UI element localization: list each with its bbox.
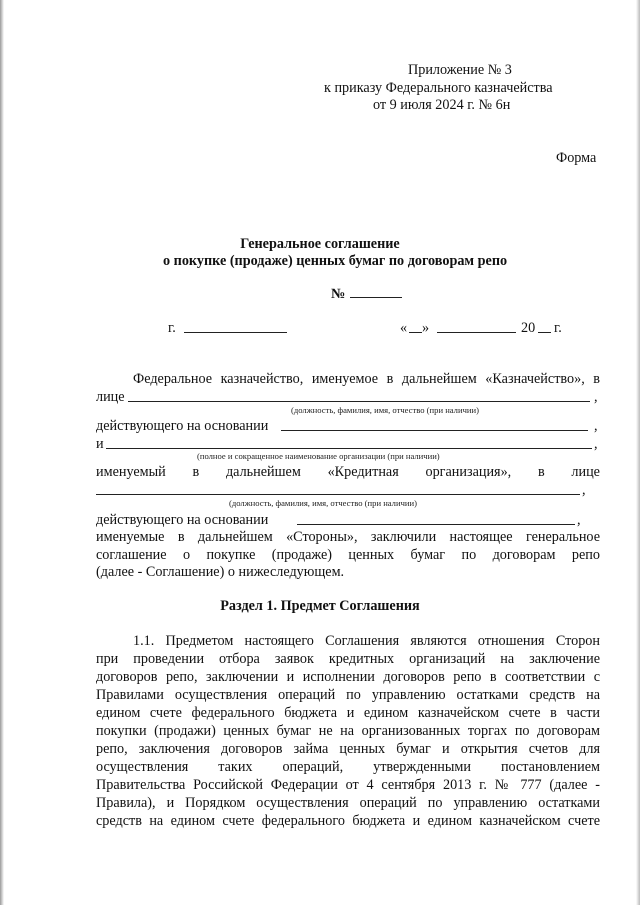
parties-line-subject: соглашение о покупке (продаже) ценных бумаг по договорам репо [96, 547, 600, 563]
credit-org-basis-label: действующего на основании [96, 512, 269, 528]
treasury-basis-blank [281, 430, 588, 431]
city-blank [184, 332, 287, 333]
credit-org-basis-blank [297, 524, 575, 525]
scan-edge-right [636, 0, 640, 905]
credit-org-basis-comma: , [577, 512, 581, 528]
day-blank [409, 332, 422, 333]
word-organizaciya: организация», [425, 464, 512, 480]
year-prefix: 20 [521, 320, 536, 336]
section-1-heading: Раздел 1. Предмет Соглашения [220, 598, 420, 614]
section-1-line: при проведении отбора заявок кредитных организаций на заключение [96, 651, 600, 667]
and-label: и [96, 436, 104, 452]
word-v: в [192, 464, 200, 480]
treasury-basis-comma: , [594, 418, 598, 434]
appendix-number: Приложение № 3 [408, 62, 512, 78]
credit-org-person-comma: , [582, 482, 586, 498]
credit-org-named-line [96, 463, 600, 481]
word-dalneishem: дальнейшем [225, 464, 301, 480]
treasury-person-label: лице [96, 389, 125, 405]
section-1-line: репо, заключения договоров займа ценных бумаг и открытия счетов для [96, 741, 600, 757]
section-1-line: 1.1. Предметом настоящего Соглашения являются отношения Сторон [133, 633, 600, 649]
section-1-line: договоров репо, заключении и исполнении договоров репо в соответствии с [96, 669, 600, 685]
caption-credit-org-name: (полное и сокращенное наименование организации (при наличии) [197, 451, 440, 461]
section-1-line: покупки (продажи) ценных бумаг не на организованных торгах по договорам [96, 723, 600, 739]
section-1-line: осуществления таких операций, утвержденными постановлением [96, 759, 600, 775]
word-lice: лице [571, 464, 600, 480]
year-suffix: г. [554, 320, 562, 336]
parties-line-sides: именуемые в дальнейшем «Стороны», заключили настоящее генеральное [96, 529, 600, 545]
section-1-line: Правилами осуществления операций по управлению остатками средств на [96, 687, 600, 703]
word-v-2: в [537, 464, 545, 480]
caption-treasury-position: (должность, фамилия, имя, отчество (при наличии) [291, 405, 479, 415]
agreement-number-blank [350, 297, 402, 298]
document-title: Генеральное соглашение [240, 236, 400, 252]
credit-org-name-blank [106, 448, 592, 449]
section-1-line: Правительства Российской Федерации от 4 сентября 2013 г. № 777 (далее - [96, 777, 600, 793]
treasury-person-comma: , [594, 389, 598, 405]
section-1-line: средств на едином счете федерального бюджета и едином казначейском счете [96, 813, 600, 829]
word-kreditnaya: «Кредитная [327, 464, 399, 480]
treasury-person-row [96, 388, 600, 406]
treasury-basis-row [96, 417, 600, 435]
form-label: Форма [556, 150, 597, 166]
date-quote-close: » [422, 320, 430, 336]
credit-org-person-blank [96, 494, 580, 495]
parties-line-further: (далее - Соглашение) о нижеследующем. [96, 564, 345, 580]
section-1-line: едином счете федерального бюджета и едином казначейском счете в части [96, 705, 600, 721]
appendix-order-date: от 9 июля 2024 г. № 6н [373, 97, 511, 113]
appendix-order-ref: к приказу Федерального казначейства [324, 80, 553, 96]
treasury-person-blank [128, 401, 590, 402]
month-blank [437, 332, 516, 333]
year-blank [538, 332, 551, 333]
treasury-basis-label: действующего на основании [96, 418, 269, 434]
word-imenuemyi: именуемый [96, 464, 166, 480]
document-subtitle: о покупке (продаже) ценных бумаг по договорам репо [163, 253, 508, 269]
credit-org-name-comma: , [594, 436, 598, 452]
parties-line-treasury: Федеральное казначейство, именуемое в дальнейшем «Казначейство», в [133, 371, 600, 387]
credit-org-basis-row [96, 511, 600, 529]
section-1-line: Правила), и Порядком осуществления операций по управлению остатками [96, 795, 600, 811]
agreement-number-label: № [331, 286, 346, 302]
credit-org-person-row [96, 481, 600, 499]
date-quote-open: « [400, 320, 408, 336]
scan-edge-left [0, 0, 4, 905]
city-prefix: г. [168, 320, 176, 336]
caption-credit-org-position: (должность, фамилия, имя, отчество (при наличии) [229, 498, 417, 508]
